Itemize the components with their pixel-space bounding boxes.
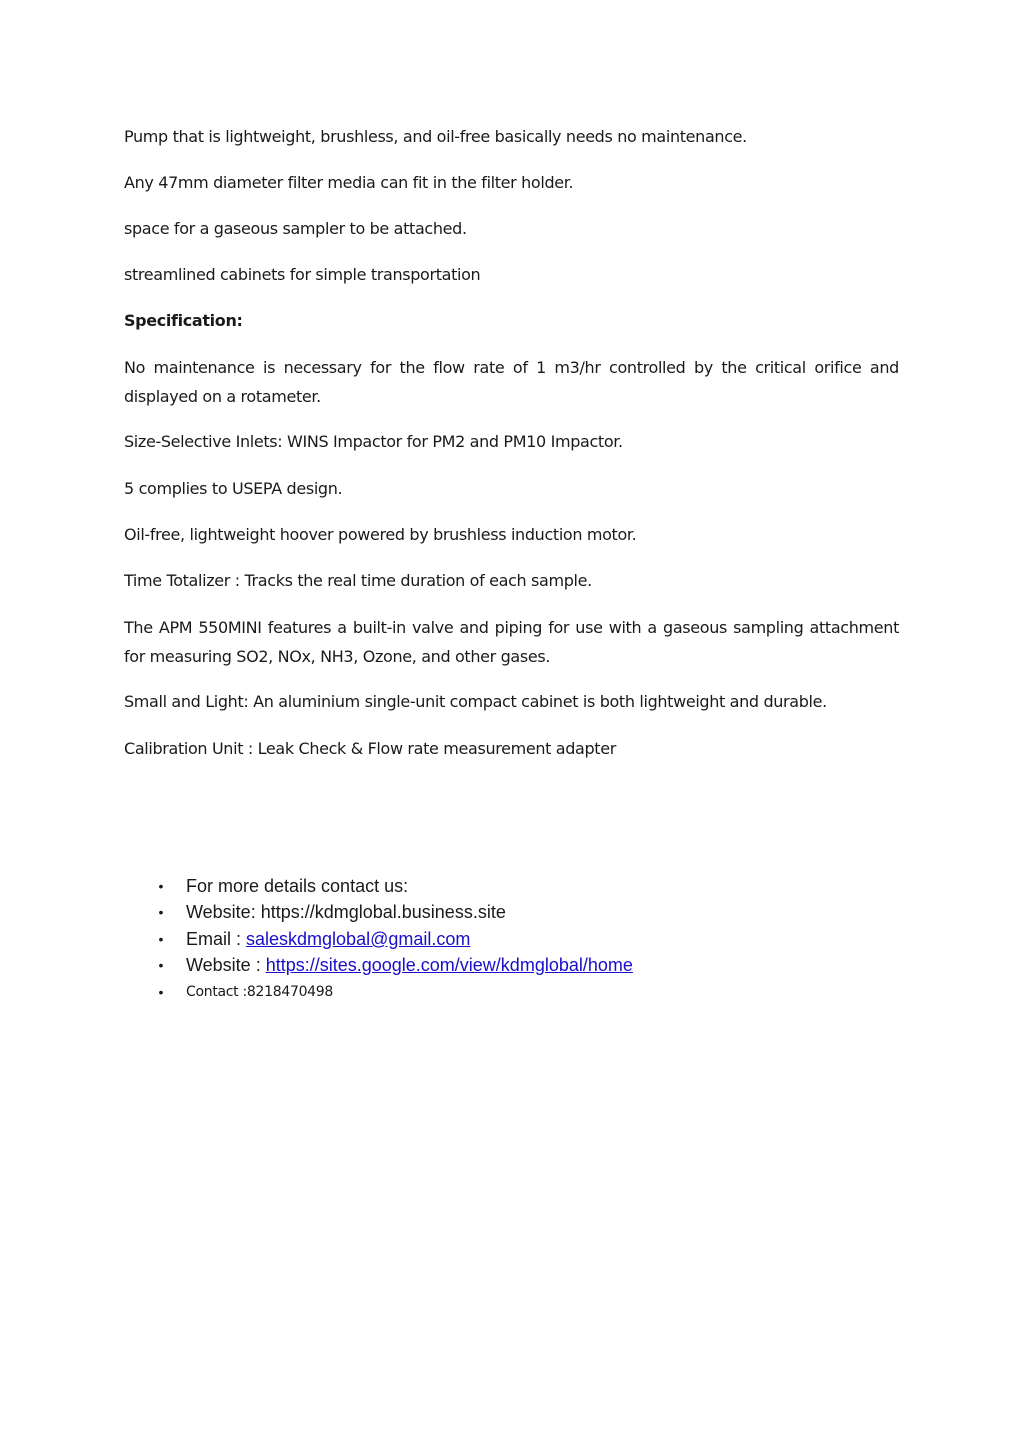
bullet-icon: • [158, 904, 164, 921]
spec-paragraph-usepa: 5 complies to USEPA design. [124, 479, 343, 498]
feature-paragraph-cabinets: streamlined cabinets for simple transportation [124, 265, 481, 284]
contact-list [0, 873, 1023, 1005]
list-item-website-business [0, 899, 1023, 925]
website-prefix: Website : [186, 955, 266, 976]
list-item-details [0, 873, 1023, 899]
email-line [186, 926, 470, 952]
bullet-icon: • [158, 878, 164, 894]
bullet-icon: • [158, 930, 164, 947]
list-item-email [0, 926, 1023, 952]
list-item-phone [0, 979, 1023, 1005]
feature-paragraph-pump: Pump that is lightweight, brushless, and oil-free basically needs no maintenance. [124, 127, 747, 146]
website-business-text: Website: https://kdmglobal.business.site [186, 902, 506, 923]
spec-paragraph-flow-rate: No maintenance is necessary for the flow rate of 1 m3/hr controlled by the critical orifice and displayed on a rotameter. [124, 358, 899, 406]
email-link[interactable]: saleskdmglobal@gmail.com [246, 928, 471, 949]
email-prefix: Email : [186, 928, 247, 949]
spec-paragraph-motor: Oil-free, lightweight hoover powered by brushless induction motor. [124, 525, 637, 544]
spec-paragraph-small-light: Small and Light: An aluminium single-unit compact cabinet is both lightweight and durable. [124, 692, 827, 711]
spec-paragraph-gaseous-attachment: The APM 550MINI features a built-in valve and piping for use with a gaseous sampling attachment for measuring SO2, NOx, NH3, Ozone, and other gases. [124, 618, 899, 666]
website-google-line [186, 952, 633, 978]
spec-paragraph-calibration: Calibration Unit : Leak Check & Flow rate measurement adapter [124, 739, 616, 758]
website-google-link[interactable]: https://sites.google.com/view/kdmglobal/home [265, 955, 633, 976]
feature-paragraph-sampler: space for a gaseous sampler to be attached. [124, 219, 467, 238]
bullet-icon: • [158, 957, 164, 974]
feature-paragraph-filter: Any 47mm diameter filter media can fit in the filter holder. [124, 173, 574, 192]
spec-paragraph-totalizer: Time Totalizer : Tracks the real time duration of each sample. [124, 571, 592, 590]
list-item-website-google [0, 952, 1023, 978]
contact-details-label: For more details contact us: [186, 876, 409, 896]
contact-phone-text: Contact :8218470498 [186, 983, 334, 1000]
specification-heading: Specification: [124, 311, 243, 330]
spec-paragraph-inlets: Size-Selective Inlets: WINS Impactor for PM2 and PM10 Impactor. [124, 432, 623, 451]
bullet-icon: • [158, 983, 164, 1000]
